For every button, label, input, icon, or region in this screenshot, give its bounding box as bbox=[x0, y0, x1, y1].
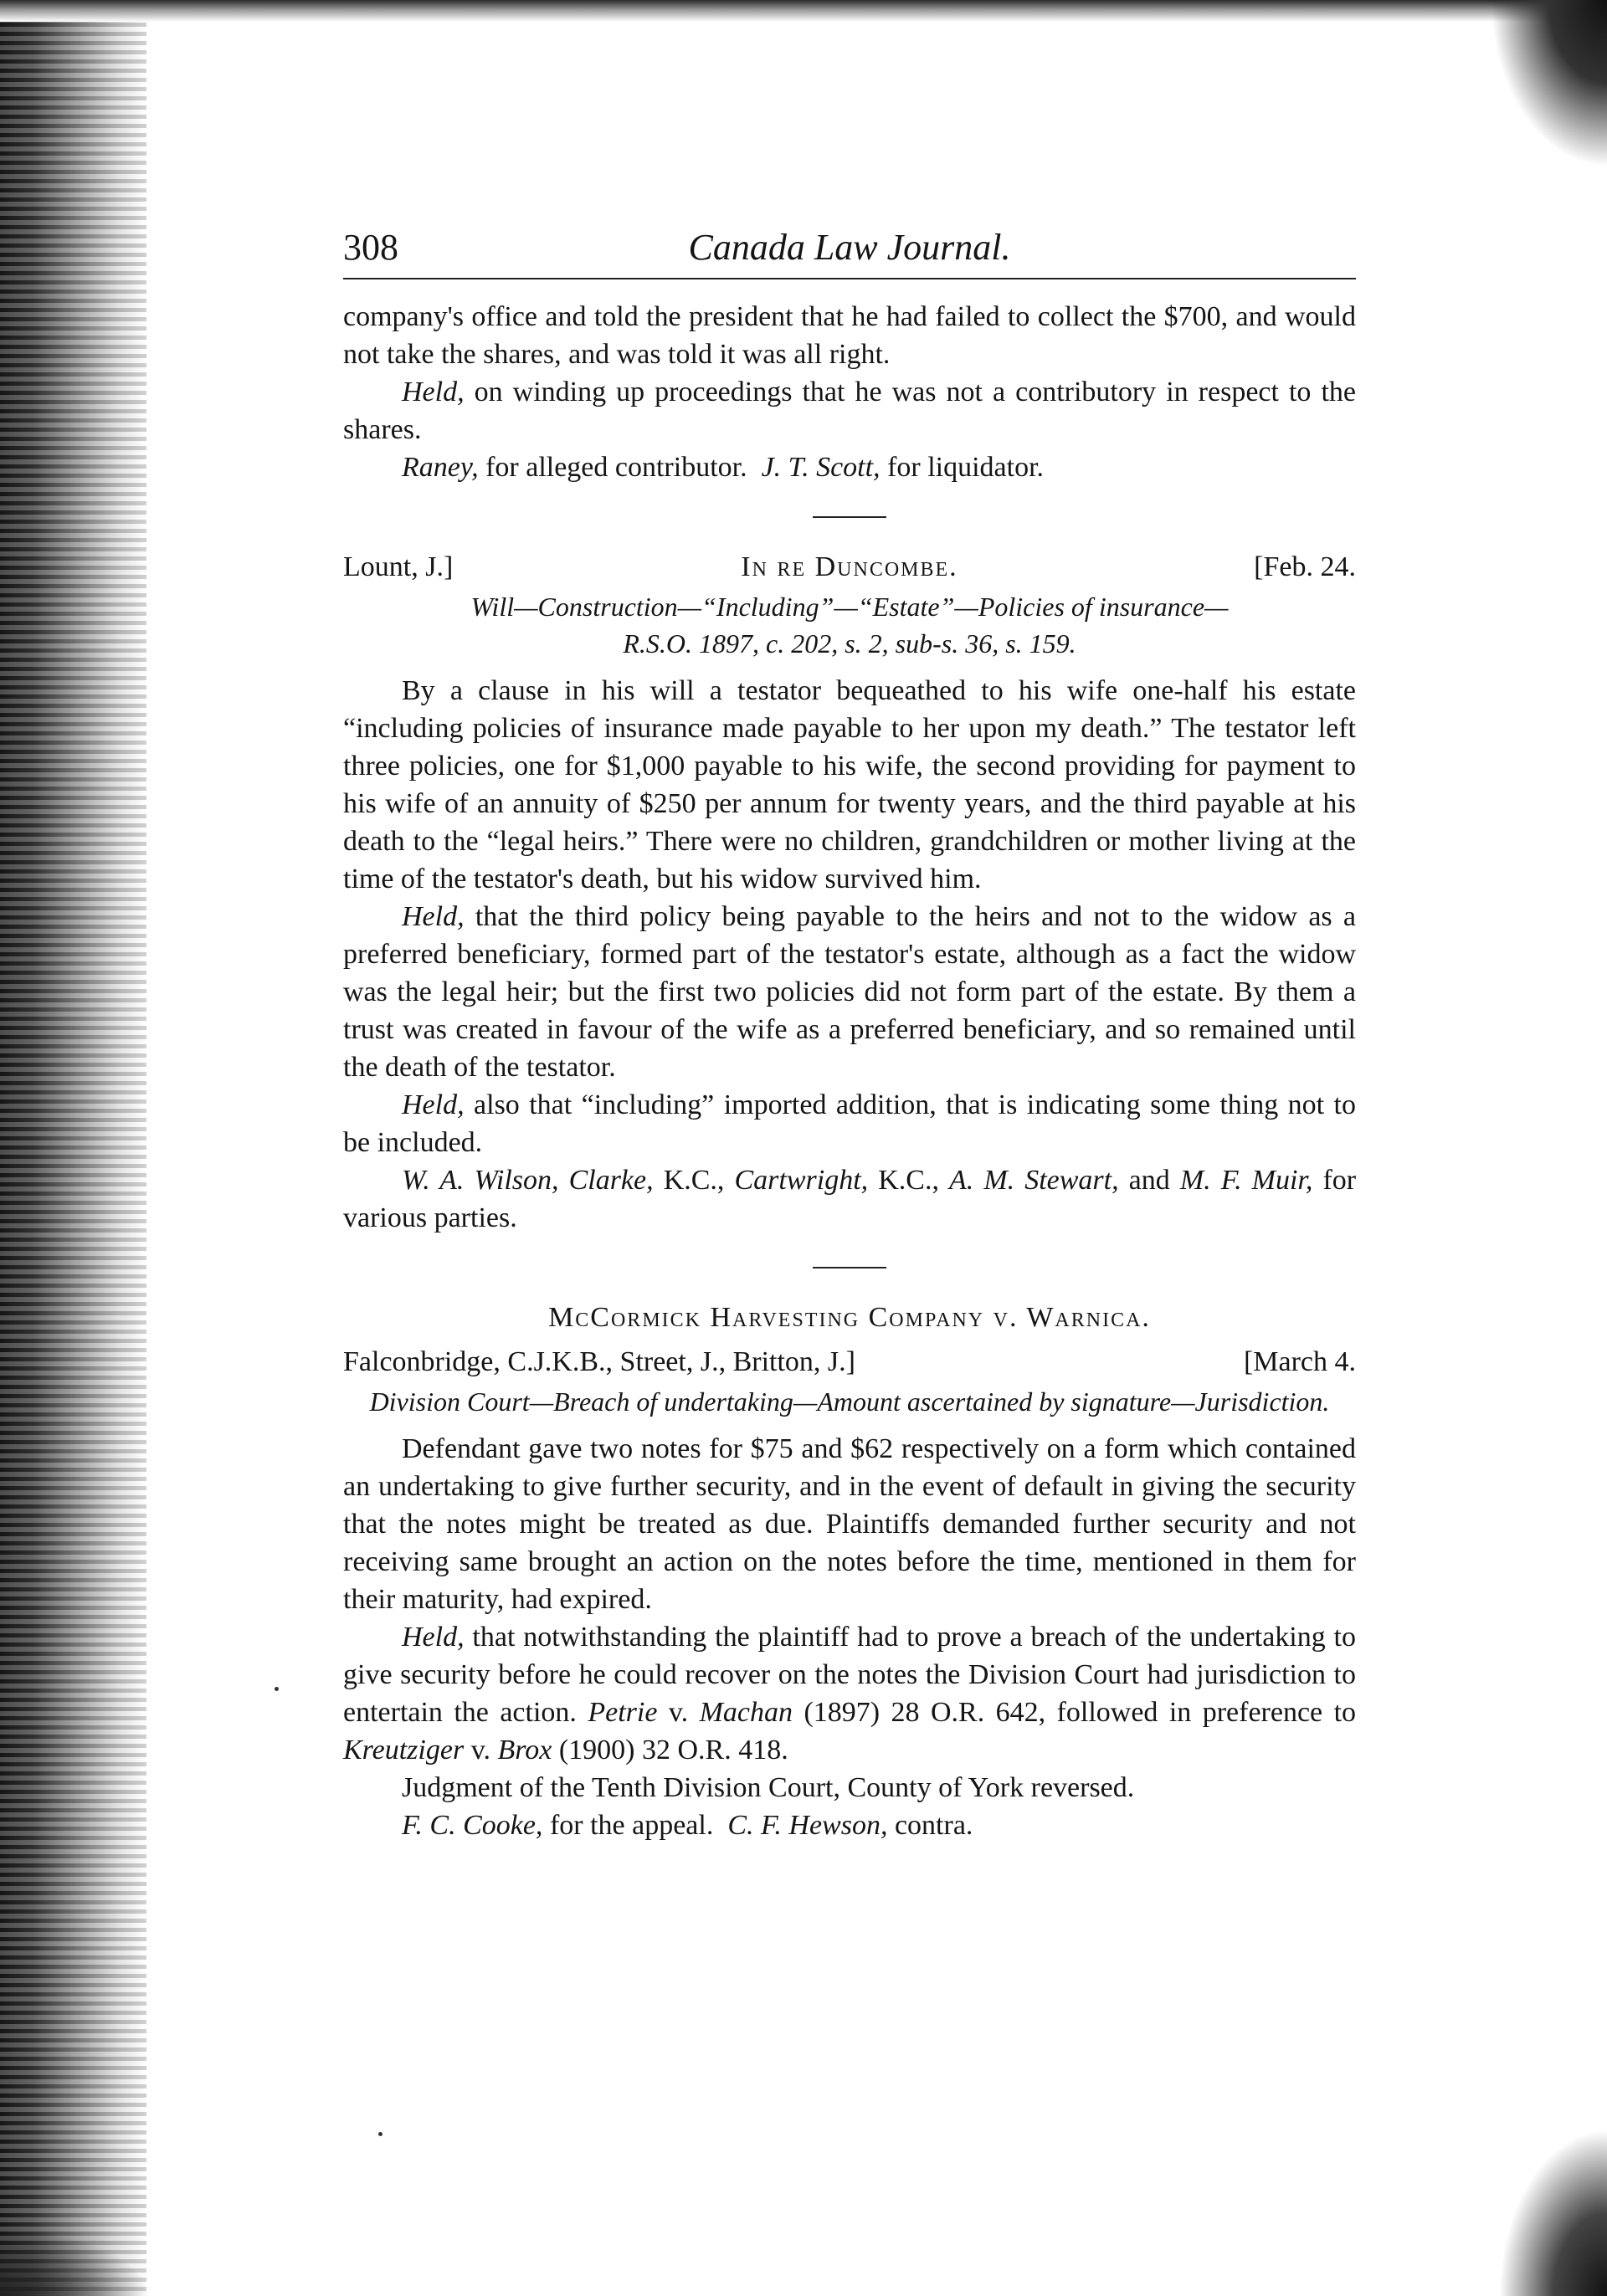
citation-party: Machan bbox=[699, 1697, 793, 1728]
scan-left-edge bbox=[0, 0, 146, 2296]
case-mccormick bbox=[343, 1299, 1356, 1844]
section-divider bbox=[813, 1267, 886, 1268]
speck bbox=[378, 2132, 382, 2136]
counsel-name: J. T. Scott, bbox=[761, 452, 881, 483]
journal-title: Canada Law Journal. bbox=[688, 227, 1011, 268]
page-number: 308 bbox=[343, 227, 398, 268]
case-date: [March 4. bbox=[1243, 1346, 1356, 1377]
counsel-name: F. C. Cooke, bbox=[402, 1810, 543, 1841]
case-duncombe bbox=[343, 548, 1356, 1237]
counsel-name: Raney, bbox=[402, 452, 479, 483]
held-text: that notwithstanding the plaintiff had to prove a breach of the undertaking to give security before he could recover on the notes the Division Court had jurisdiction to entertain the action. bbox=[343, 1622, 1356, 1728]
counsel-name: M. F. Muir, bbox=[1179, 1165, 1313, 1196]
held-label: Held, bbox=[402, 901, 465, 932]
case-date: [Feb. 24. bbox=[1254, 551, 1356, 582]
case-counsel bbox=[343, 1161, 1356, 1237]
citation-party: Brox bbox=[497, 1735, 552, 1766]
case-held bbox=[343, 898, 1356, 1086]
case-title: McCormick Harvesting Company v. Warnica. bbox=[548, 1302, 1151, 1333]
running-head bbox=[343, 226, 1356, 276]
counsel-role: for alleged contributor. bbox=[485, 452, 747, 483]
counsel-suffix: K.C., bbox=[878, 1165, 939, 1196]
citation-versus: v. bbox=[470, 1735, 490, 1766]
prior-case-paragraph: company's office and told the president that he had failed to collect the $700, and would not take the shares, and was told it was all right. bbox=[343, 301, 1356, 370]
held-text: on winding up proceedings that he was not a contributory in respect to the shares. bbox=[343, 377, 1356, 445]
held-text: that the third policy being payable to the heirs and not to the widow as a preferred beneficiary, formed part of the testator's estate, although as a fact the widow was the legal heir; but the first two policies did not form part of the estate. By them a trust was created in favour of the wife as a preferred beneficiary, and so remained until the death of the testator. bbox=[343, 901, 1356, 1083]
citation-party: Kreutziger bbox=[343, 1735, 465, 1766]
header-rule bbox=[343, 278, 1356, 279]
held-text: (1897) 28 O.R. 642, followed in preference to bbox=[804, 1697, 1357, 1728]
section-divider bbox=[813, 516, 886, 518]
counsel-conjunction: and bbox=[1128, 1165, 1170, 1196]
counsel-role: for the appeal. bbox=[549, 1810, 714, 1841]
case-header bbox=[343, 1343, 1356, 1383]
citation-versus: v. bbox=[668, 1697, 689, 1728]
headnote-line: Will—Construction—“Including”—“Estate”—Policies of insurance— bbox=[470, 592, 1229, 622]
page bbox=[343, 226, 1356, 1844]
speck bbox=[275, 1687, 279, 1691]
held-label: Held, bbox=[402, 1622, 465, 1653]
citation-party: Petrie bbox=[588, 1697, 658, 1728]
case-facts: By a clause in his will a testator bequeathed to his wife one-half his estate “including policies of insurance made payable to her upon my death.” The testator left three policies, one for $1,000 payable to his wife, the second providing for payment to his wife of an annuity of $250 per annum for twenty years, and the third payable at his death to the “legal heirs.” There were no children, grandchildren or mother living at the time of the testator's death, but his widow survived him. bbox=[343, 675, 1356, 894]
held-text: (1900) 32 O.R. 418. bbox=[558, 1735, 788, 1766]
case-headnote: Division Court—Breach of undertaking—Amount ascertained by signature—Jurisdiction. bbox=[369, 1386, 1330, 1417]
scan-corner-bottom-left bbox=[0, 2229, 151, 2296]
headnote-line: R.S.O. 1897, c. 202, s. 2, sub-s. 36, s. 159. bbox=[623, 628, 1076, 659]
counsel-suffix: K.C., bbox=[663, 1165, 725, 1196]
case-held bbox=[343, 1618, 1356, 1769]
counsel-name: Cartwright, bbox=[734, 1165, 869, 1196]
prior-case bbox=[343, 298, 1356, 486]
case-held bbox=[343, 1086, 1356, 1161]
prior-case-counsel bbox=[343, 448, 1356, 486]
counsel-role: contra. bbox=[894, 1810, 973, 1841]
scan-corner-bottom-right bbox=[1498, 2129, 1607, 2296]
counsel-name: C. F. Hewson, bbox=[727, 1810, 888, 1841]
case-headnote bbox=[343, 588, 1356, 662]
case-judge: Lount, J.] bbox=[343, 551, 454, 582]
case-header bbox=[343, 548, 1356, 588]
counsel-role: for liquidator. bbox=[887, 452, 1045, 483]
scan-corner-top-right bbox=[1490, 0, 1607, 167]
held-text: also that “including” imported addition, that is indicating some thing not to be included. bbox=[343, 1089, 1356, 1158]
held-label: Held, bbox=[402, 1089, 465, 1120]
counsel-role: for various parties. bbox=[343, 1165, 1357, 1233]
case-facts: Defendant gave two notes for $75 and $62 respectively on a form which contained an undertaking to give further security, and in the event of default in giving the security that the notes might be treated as due. Plaintiffs demanded further security and not receiving same brought an action on the notes before the time, mentioned in them for their maturity, had expired. bbox=[343, 1433, 1356, 1615]
case-judgment: Judgment of the Tenth Division Court, County of York reversed. bbox=[402, 1772, 1135, 1803]
counsel-name: A. M. Stewart, bbox=[949, 1165, 1119, 1196]
scan-top-edge bbox=[0, 0, 1607, 22]
prior-case-held bbox=[343, 373, 1356, 448]
counsel-name: W. A. Wilson, Clarke, bbox=[402, 1165, 654, 1196]
held-label: Held, bbox=[402, 377, 465, 407]
case-judges: Falconbridge, C.J.K.B., Street, J., Britton, J.] bbox=[343, 1346, 855, 1377]
case-counsel bbox=[343, 1807, 1356, 1844]
case-title: In re Duncombe. bbox=[741, 551, 958, 582]
